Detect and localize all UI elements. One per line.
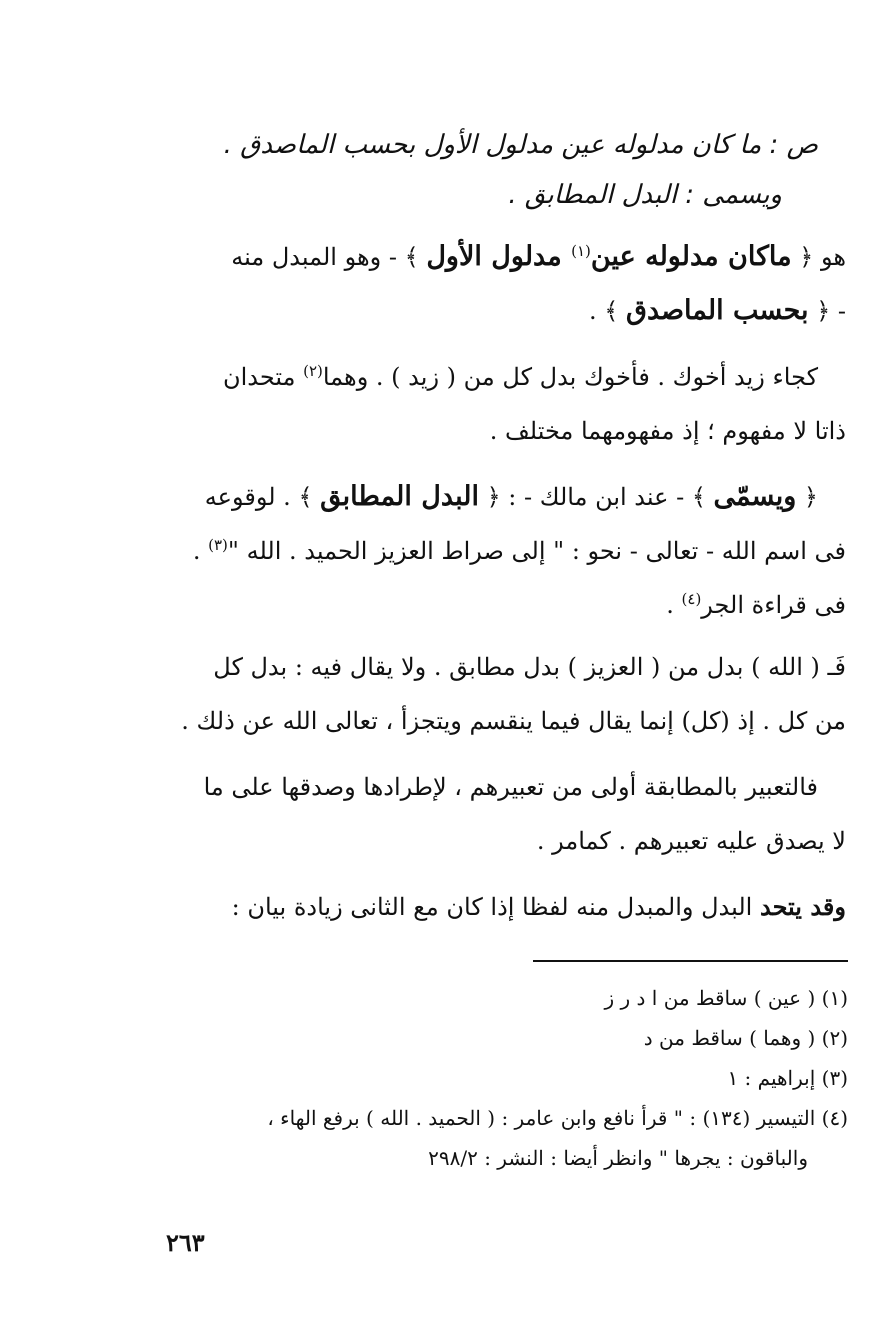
- footnote-ref-1: (١): [571, 242, 591, 260]
- plain-phrase: فى قراءة الجر: [701, 591, 846, 619]
- paragraph-2-line-2: ذاتا لا مفهوم ؛ إذ مفهومهما مختلف .: [489, 417, 846, 445]
- footnote-4: (٤) التيسير (١٣٤) : " قرأ نافع وابن عامر : ( الحميد . الله ) برفع الهاء ،: [267, 1106, 848, 1130]
- paragraph-3-line-3: [156, 578, 846, 632]
- bold-phrase: ماكان مدلوله عين: [590, 241, 792, 272]
- paragraph-6-line-1: [156, 880, 846, 934]
- plain-phrase: متحدان: [222, 363, 304, 391]
- footnote-ref-3: (٣): [208, 536, 228, 554]
- plain-phrase: .: [192, 537, 209, 565]
- paragraph-5-line-2: لا يصدق عليه تعبيرهم . كمامر .: [536, 827, 846, 855]
- footnote-2: (٢) ( وهما ) ساقط من د: [643, 1026, 848, 1050]
- paragraph-3-line-1: [156, 470, 846, 524]
- paragraph-5-line-1: فالتعبير بالمطابقة أولى من تعبيرهم ، لإطرادها وصدقها على ما: [203, 773, 818, 801]
- bold-phrase: البدل المطابق: [320, 481, 479, 512]
- page-number: ٢٦٣: [166, 1228, 205, 1257]
- footnote-ref-4: (٤): [681, 590, 702, 608]
- footnote-1: (١) ( عين ) ساقط من ا د ر ز: [604, 986, 848, 1010]
- footnote-ref-2: (٢): [303, 362, 323, 380]
- plain-phrase: فى اسم الله - تعالى - نحو : " إلى صراط العزيز الحميد . الله ": [227, 537, 846, 565]
- footnote-divider: [533, 960, 848, 962]
- bold-phrase: بحسب الماصدق: [626, 295, 809, 326]
- paragraph-3: [156, 470, 846, 632]
- bracket-open: ﴿: [796, 483, 818, 511]
- paragraph-2-line-1: [156, 350, 846, 404]
- bracket-open: - ﴿: [808, 297, 846, 325]
- matn-line-2: ويسمى : البدل المطابق .: [508, 180, 782, 210]
- plain-phrase: ﴾ . لوقوعه: [204, 483, 321, 511]
- plain-phrase: ﴾ - عند ابن مالك - : ﴿: [478, 483, 714, 511]
- paragraph-5: [156, 760, 846, 868]
- plain-phrase: كجاء زيد أخوك . فأخوك بدل كل من ( زيد ) . وهما: [322, 363, 818, 391]
- paragraph-2: [156, 350, 846, 458]
- bold-phrase: ويسمّى: [713, 481, 797, 512]
- paragraph-1-line-2: [156, 284, 846, 338]
- bold-phrase: مدلول الأول: [426, 241, 572, 272]
- matn-line-1: ص : ما كان مدلوله عين مدلول الأول بحسب الماصدق .: [223, 130, 818, 160]
- plain-phrase: .: [666, 591, 682, 619]
- paragraph-1: [156, 230, 846, 338]
- bold-phrase: وقد يتحد: [759, 892, 846, 921]
- paragraph-4-line-1: فَـ ( الله ) بدل من ( العزيز ) بدل مطابق . ولا يقال فيه : بدل كل: [213, 653, 846, 681]
- bracket-close: ﴾ .: [589, 297, 626, 325]
- paragraph-4: [156, 640, 846, 748]
- paragraph-4-line-2: من كل . إذ (كل) إنما يقال فيما ينقسم ويتجزأ ، تعالى الله عن ذلك .: [181, 707, 846, 735]
- paragraph-1-line-1: [156, 230, 846, 284]
- footnote-4-continuation: والباقون : يجرها " وانظر أيضا : النشر : ٢٩٨/٢: [428, 1146, 808, 1170]
- footnote-3: (٣) إبراهيم : ١: [727, 1066, 848, 1090]
- paragraph-6: [156, 880, 846, 934]
- matn-text: [178, 120, 818, 220]
- paragraph-3-line-2: [156, 524, 846, 578]
- bracket-open: هو ﴿: [791, 243, 846, 271]
- footnotes: [158, 978, 848, 1178]
- plain-phrase: البدل والمبدل منه لفظا إذا كان مع الثانى زيادة بيان :: [231, 893, 760, 921]
- plain-phrase: ﴾ - وهو المبدل منه: [231, 243, 427, 271]
